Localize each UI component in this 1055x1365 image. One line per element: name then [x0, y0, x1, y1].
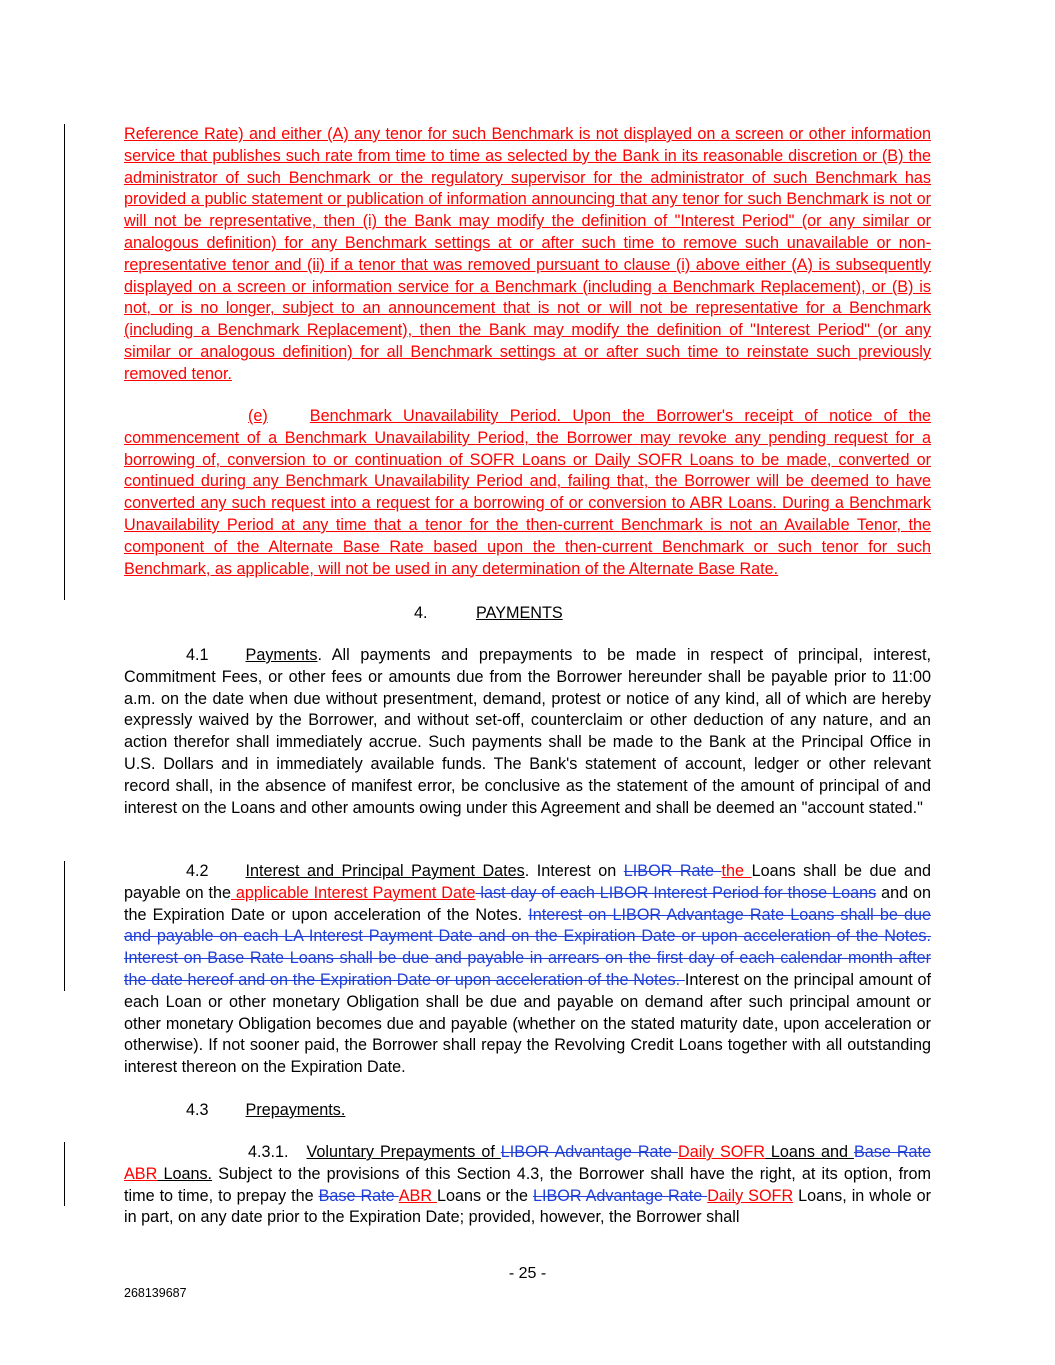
deleted-text: Base Rate [853, 1143, 932, 1161]
section-title: Payments [245, 646, 318, 664]
section-heading: PAYMENTS [476, 604, 563, 622]
body-text: Loans, in whole or in part, on any date prior to the Expiration Date; provided, however, the Borrower shall [124, 1186, 931, 1227]
page-number: - 25 - [508, 1265, 547, 1282]
section-number: 4.2 [186, 862, 209, 880]
inserted-text: Daily SOFR [678, 1143, 765, 1161]
section-number: 4. [414, 604, 428, 622]
inserted-text: ABR [124, 1164, 158, 1183]
body-text: . All payments and prepayments to be made in respect of principal, interest, Commitment Fees, or other fees or amounts due from the Borrower hereunder shall be payable prior to 11:00 a.m. on the date when due without presentment, demand, protest or notice of any kind, all of which are hereby expressly waived by the Borrower, and without set-off, counterclaim or other deduction of any nature, and an action therefor shall immediately accrue. Such payments shall be made to the Bank at the Principal Office in U.S. Dollars and in immediately available funds. The Bank's statement of account, ledger or other relevant record shall, in the absence of manifest error, be conclusive as the statement of the amount of principal of and interest on the Loans and other amounts owing under this Agreement and shall be deemed an "account stated." [124, 646, 931, 817]
section-number: 4.3 [186, 1101, 209, 1119]
deleted-text: Base Rate [318, 1186, 399, 1205]
benchmark-unavailability-paragraph [124, 406, 931, 580]
section-title: Interest and Principal Payment Dates [245, 862, 525, 880]
section-title: Prepayments. [245, 1101, 346, 1119]
section-title: Voluntary Prepayments of [306, 1143, 501, 1161]
document-id: 268139687 [124, 1286, 187, 1300]
body-text: . Interest on [524, 862, 624, 880]
benchmark-tenor-paragraph [124, 124, 931, 386]
deleted-text: LIBOR Rate [623, 862, 722, 880]
change-bar [64, 124, 65, 600]
inserted-text: ABR [398, 1186, 438, 1205]
body-text: Loans shall be due and payable on the [124, 862, 931, 902]
deleted-text: LIBOR Advantage Rate [500, 1143, 678, 1161]
inserted-text: the [721, 862, 752, 880]
section-4-3-1 [124, 1142, 931, 1229]
body-text: and on the Expiration Date or upon acceleration of the Notes. [124, 883, 931, 924]
change-bar [64, 861, 65, 991]
deleted-text: Interest on LIBOR Advantage Rate Loans shall be due and payable on each LA Interest Payment Date and on the Expiration Date or upon acceleration of the Notes. Interest on Base Rate Loans shall be due and payable in arrears on the first day of each calendar month after the date hereof and on the Expiration Date or upon acceleration of the Notes. [124, 905, 931, 989]
clause-label: (e) [248, 407, 268, 425]
change-bar [64, 1142, 65, 1206]
body-text: Loans or the [437, 1186, 533, 1205]
inserted-text: Upon the Borrower's receipt of notice of the commencement of a Benchmark Unavailability Period, the Borrower may revoke any pending request for a borrowing of, conversion to or continuation of SOFR Loans or Daily SOFR Loans to be made, converted or continued during any Benchmark Unavailability Period and, failing that, the Borrower will be deemed to have converted any such request into a request for a borrowing of or conversion to ABR Loans. During a Benchmark Unavailability Period at any time that a tenor for the then-current Benchmark is not an Available Tenor, the component of the Alternate Base Rate based upon the then-current Benchmark or such tenor for such Benchmark, as applicable, will not be used in any determination of the Alternate Base Rate. [124, 407, 931, 578]
section-4-3 [124, 1100, 931, 1122]
body-text: Subject to the provisions of this Section 4.3, the Borrower shall have the right, at its option, from time to time, to prepay the [124, 1164, 931, 1205]
section-title: Loans. [157, 1164, 213, 1183]
section-4-1 [124, 645, 931, 819]
body-text: Interest on the principal amount of each Loan or other monetary Obligation shall be due and payable on demand after such principal amount or other monetary Obligation becomes due and payable (whether on the stated maturity date, upon acceleration or otherwise). If not sooner paid, the Borrower shall repay the Revolving Credit Loans together with all outstanding interest thereon on the Expiration Date. [124, 970, 931, 1077]
inserted-text: Reference Rate) and either (A) any tenor for such Benchmark is not displayed on a screen or other information service that publishes such rate from time to time as selected by the Bank in its reasonable discretion or (B) the administrator of such Benchmark or the regulatory supervisor for the administrator of such Benchmark has provided a public statement or publication of information announcing that any tenor for such Benchmark is not or will not be representative, then (i) the Bank may modify the definition of "Interest Period" (or any similar or analogous definition) for any Benchmark settings at or after such time to remove such unavailable or non-representative tenor and (ii) if a tenor that was removed pursuant to clause (i) above either (A) is subsequently displayed on a screen or information service for a Benchmark (including a Benchmark Replacement), or (B) is not, or is no longer, subject to an announcement that is not or will not be representative for a Benchmark (including a Benchmark Replacement), then the Bank may modify the definition of "Interest Period" (or any similar or analogous definition) for all Benchmark settings at or after such time to reinstate such previously removed tenor. [124, 125, 931, 383]
section-title: Loans and [764, 1143, 854, 1161]
clause-title: Benchmark Unavailability Period. [309, 407, 561, 425]
section-4-2 [124, 861, 931, 1079]
deleted-text: LIBOR Advantage Rate [532, 1186, 708, 1205]
inserted-text: applicable Interest Payment Date [230, 883, 476, 902]
deleted-text: last day of each LIBOR Interest Period for those Loans [475, 883, 877, 902]
inserted-text: Daily SOFR [707, 1186, 794, 1205]
section-number: 4.1 [186, 646, 209, 664]
section-number: 4.3.1. [248, 1143, 289, 1161]
